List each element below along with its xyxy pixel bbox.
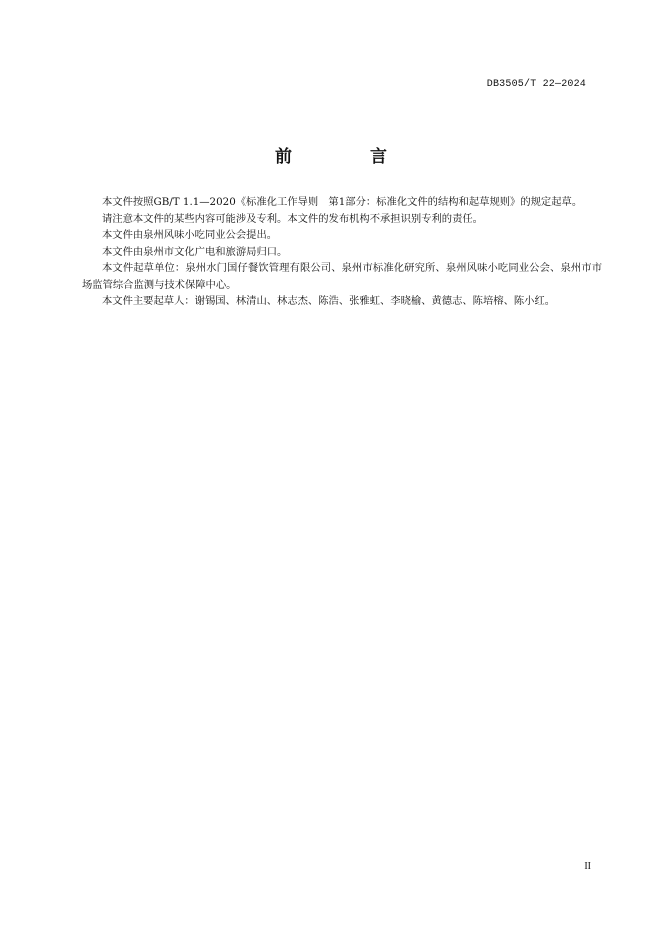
page-number: II [584, 861, 591, 872]
foreword-body [82, 194, 602, 310]
paragraph-proposer: 本文件由泉州风味小吃同业公会提出。 [102, 229, 278, 241]
paragraph-drafters: 本文件主要起草人：谢锡国、林清山、林志杰、陈浩、张雅虹、李晓榆、黄德志、陈培榕、陈小红。 [102, 295, 556, 307]
paragraph-administrator: 本文件由泉州市文化广电和旅游局归口。 [102, 245, 288, 258]
paragraph-drafting-units: 本文件起草单位：泉州水门国仔餐饮管理有限公司、泉州市标准化研究所、泉州风味小吃同业公会、泉州市市场监管综合监测与技术保障中心。 [82, 262, 602, 291]
document-code: DB3505/T 22—2024 [486, 79, 586, 90]
paragraph-patent-notice: 请注意本文件的某些内容可能涉及专利。本文件的发布机构不承担识别专利的责任。 [102, 212, 483, 225]
paragraph-drafting-basis: 本文件按照GB/T 1.1—2020《标准化工作导则 第1部分：标准化文件的结构和起草规则》的规定起草。 [102, 196, 583, 208]
page-title: 前 言 [275, 147, 423, 167]
